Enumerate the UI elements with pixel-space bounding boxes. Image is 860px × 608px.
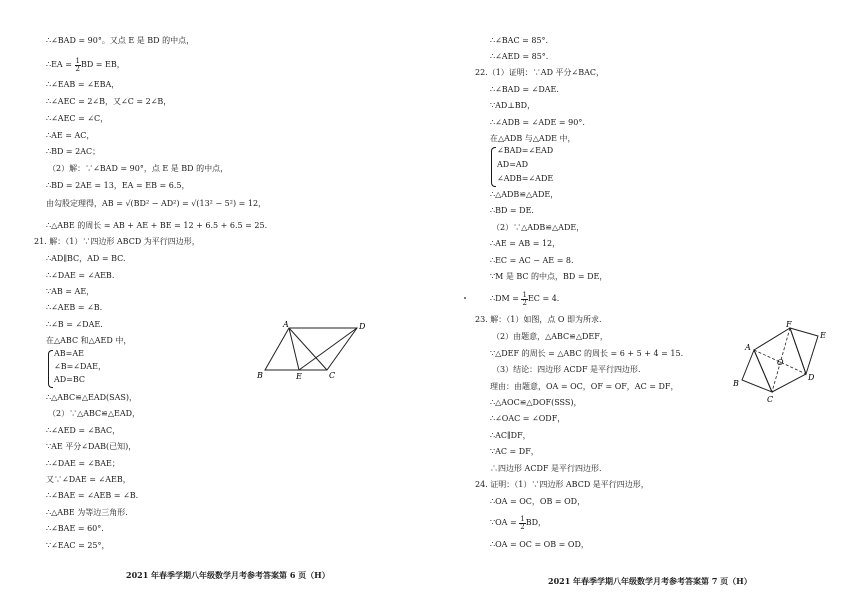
page-footer: 2021 年春季学期八年级数学月考参考答案第 7 页（H） <box>548 576 752 586</box>
figure-label: C <box>329 371 336 380</box>
system-brace <box>48 350 53 388</box>
condition-line: ∠B=∠DAE， <box>54 362 107 371</box>
text-line: （2）由题意，△ABC≌△DEF， <box>492 332 608 341</box>
text-line: ∴AD∥BC，AD = BC. <box>46 254 126 263</box>
text-line: ∴∠ADB = ∠ADE = 90°. <box>490 118 585 127</box>
text-line: 在△ABC 和△AED 中， <box>46 336 132 345</box>
text-line: ∴OA = OC = OB = OD， <box>490 540 589 549</box>
text-line: ∴OA = OC，OB = OD， <box>490 497 586 506</box>
text-fragment: EC = 4. <box>527 294 560 303</box>
text-line: ∵AD⊥BD， <box>490 101 536 110</box>
text-line: （2）∵△ADB≌△ADE， <box>492 223 585 232</box>
text-line: ∴AC∥DF， <box>490 431 531 440</box>
text-line: 由勾股定理得，AB = √(BD² − AD²) = √(13² − 5²) = 12， <box>46 199 267 208</box>
text-fragment: ∴DM = <box>490 294 522 303</box>
text-line: ∴∠BAC = 85°. <box>490 36 549 45</box>
text-line-fraction <box>490 290 559 308</box>
text-line: （2）解：∵∠BAD = 90°，点 E 是 BD 的中点， <box>48 164 229 173</box>
condition-line: ∠ADB=∠ADE <box>497 174 554 183</box>
text-line: ∴∠AEB = ∠B. <box>46 303 103 312</box>
text-line: 在△ADB 与△ADE 中， <box>490 134 576 143</box>
text-fragment: ∵OA = <box>490 518 520 527</box>
condition-line: AD=AD <box>497 160 529 169</box>
rotation-figure <box>720 318 835 408</box>
text-line: ∵AE 平分∠DAB(已知)， <box>46 442 137 451</box>
text-line-fraction <box>490 514 546 532</box>
figure-label: B <box>257 371 263 380</box>
text-line: ∴四边形 ACDF 是平行四边形. <box>490 464 602 473</box>
text-line: （3）结论：四边形 ACDF 是平行四边形. <box>492 365 641 374</box>
text-line: ∵M 是 BC 的中点，BD = DE， <box>490 272 608 281</box>
text-line: ∴∠BAE = ∠AEB = ∠B. <box>46 491 139 500</box>
text-line: ∴BD = 2AC； <box>46 147 101 156</box>
fraction-denominator: 2 <box>520 522 525 531</box>
condition-line: AB=AE <box>54 349 84 358</box>
text-fragment: ∴EA = <box>46 60 75 69</box>
segment-ae <box>289 328 299 370</box>
text-line: ∴∠B = ∠DAE. <box>46 320 103 329</box>
figure-label: B <box>733 379 739 388</box>
text-line: ∴∠EAB = ∠EBA， <box>46 80 120 89</box>
problem-21-header: 21. 解：（1）∵四边形 ABCD 为平行四边形， <box>34 237 200 246</box>
problem-22-header: 22.（1）证明：∵AD 平分∠BAC， <box>475 68 605 77</box>
text-line: ∴△ADB≌△ADE， <box>490 190 559 199</box>
problem-23-header: 23. 解：（1）如图，点 O 即为所求. <box>475 315 602 324</box>
fraction-numerator: 1 <box>522 290 527 299</box>
right-page <box>430 0 860 608</box>
scan-speck <box>464 297 466 299</box>
text-line: ∴EC = AC − AE = 8. <box>490 256 574 265</box>
problem-24-header: 24. 证明：（1）∵四边形 ABCD 是平行四边形， <box>475 480 649 489</box>
figure-label: D <box>808 373 815 382</box>
triangle-def <box>790 328 818 374</box>
fraction-numerator: 1 <box>75 56 80 65</box>
text-line: ∴∠DAE = ∠BAE； <box>46 459 120 468</box>
figure-label: O <box>777 358 784 367</box>
text-line: ∴∠OAC = ∠ODF， <box>490 414 566 423</box>
text-line: （2）∵△ABC≌△EAD， <box>48 409 141 418</box>
text-line: ∴∠BAD = ∠DAE. <box>490 85 559 94</box>
figure-label: E <box>296 372 302 380</box>
text-line: ∴△ABC≌△EAD(SAS)， <box>46 393 138 402</box>
text-line: 又∵∠DAE = ∠AEB， <box>46 475 131 484</box>
parallelogram-figure <box>255 318 375 380</box>
text-line: ∴△ABE 的周长 = AB + AE + BE = 12 + 6.5 + 6.5 = 25. <box>46 221 268 230</box>
text-line: ∴AE = AC， <box>46 131 95 140</box>
text-line: ∴∠DAE = ∠AEB. <box>46 271 115 280</box>
text-line: ∵△DEF 的周长 = △ABC 的周长 = 6 + 5 + 4 = 15. <box>490 349 684 358</box>
triangle-abc <box>742 350 772 392</box>
figure-label: E <box>820 331 826 340</box>
text-line: ∵∠EAC = 25°， <box>46 541 110 550</box>
figure-label: A <box>745 343 751 352</box>
system-brace <box>491 147 496 187</box>
text-line: ∴∠AEC = 2∠B，又∠C = 2∠B， <box>46 97 172 106</box>
fraction-numerator: 1 <box>520 514 525 523</box>
text-line: ∴△ABE 为等边三角形. <box>46 508 128 517</box>
figure-label: C <box>767 395 774 404</box>
condition-line: AD=BC <box>54 375 86 384</box>
text-line: ∴BD = 2AE = 13，EA = EB = 6.5， <box>46 181 190 190</box>
text-line: ∴AE = AB = 12， <box>490 239 561 248</box>
figure-label: D <box>359 322 366 331</box>
fraction-denominator: 2 <box>75 64 80 73</box>
text-line: ∴∠AED = ∠BAC， <box>46 426 121 435</box>
figure-label: F <box>786 320 792 329</box>
parallelogram-outline <box>265 328 357 370</box>
text-line: ∵AB = AE， <box>46 287 95 296</box>
text-line: ∴△AOC≌△DOF(SSS)， <box>490 398 582 407</box>
text-fragment: BD = EB， <box>80 60 125 69</box>
condition-line: ∠BAD=∠EAD <box>497 146 554 155</box>
text-line: ∴BD = DE. <box>490 206 534 215</box>
figure-label: A <box>283 320 289 329</box>
text-line: ∴∠AEC = ∠C， <box>46 114 109 123</box>
text-line: ∴∠AED = 85°. <box>490 52 549 61</box>
text-line: ∴∠BAE = 60°. <box>46 524 104 533</box>
text-line: ∵AC = DF， <box>490 447 539 456</box>
text-line: ∴∠BAD = 90°。又点 E 是 BD 的中点， <box>46 36 195 45</box>
fraction-denominator: 2 <box>522 298 527 307</box>
text-fragment: BD， <box>525 518 546 527</box>
page-footer: 2021 年春季学期八年级数学月考参考答案第 6 页（H） <box>126 570 330 580</box>
text-line-fraction <box>46 56 125 74</box>
text-line: 理由：由题意，OA = OC，OF = OF，AC = DF， <box>490 382 679 391</box>
